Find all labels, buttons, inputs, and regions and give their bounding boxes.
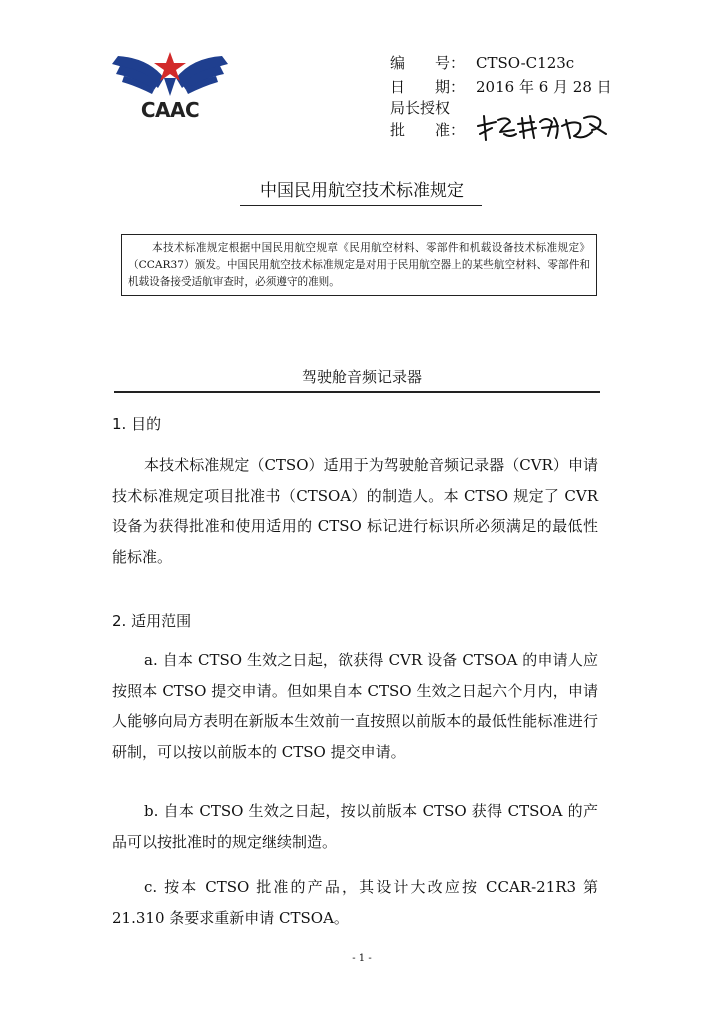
section-1-paragraph (112, 450, 598, 573)
title-underline (240, 205, 482, 206)
document-number-value: CTSO-C123c (476, 54, 575, 72)
handwritten-signature (474, 112, 610, 142)
subtitle-underline (114, 391, 600, 393)
document-date-label: 日 期： (390, 78, 466, 96)
authorized-row (390, 98, 450, 118)
section-2-text-c: c. 按本 CTSO 批准的产品，其设计大改应按 CCAR-21R3 第 21.310 条要求重新申请 CTSOA。 (112, 878, 598, 927)
document-date-row (390, 77, 612, 97)
section-2-paragraph-a (112, 645, 598, 768)
wings-star-emblem-icon (108, 48, 232, 100)
caac-logo (108, 48, 232, 128)
notice-box: 本技术标准规定根据中国民用航空规章《民用航空材料、零部件和机载设备技术标准规定》（CCAR37）颁发。中国民用航空技术标准规定是对用于民用航空器上的某些航空材料、零部件和机载设备接受适航审查时，必须遵守的准则。 (121, 234, 597, 296)
document-date-value: 2016 年 6 月 28 日 (476, 78, 612, 96)
document-number-label: 编 号： (390, 54, 466, 72)
section-1-text: 本技术标准规定（CTSO）适用于为驾驶舱音频记录器（CVR）申请技术标准规定项目批准书（CTSOA）的制造人。本 CTSO 规定了 CVR 设备为获得批准和使用适用的 CTSO 标记进行标识所必须满足的最低性能标准。 (112, 456, 598, 567)
section-2-paragraph-c (112, 872, 598, 933)
section-2-text-b: b. 自本 CTSO 生效之日起，按以前版本 CTSO 获得 CTSOA 的产品可以按批准时的规定继续制造。 (112, 802, 598, 851)
document-number-row (390, 53, 574, 73)
section-2-heading: 2. 适用范围 (112, 612, 192, 630)
section-2-paragraph-b (112, 796, 598, 857)
section-1-heading: 1. 目的 (112, 415, 162, 433)
main-title: 中国民用航空技术标准规定 (260, 181, 464, 201)
authorized-label: 局长授权 (390, 99, 451, 117)
logo-text: CAAC (140, 98, 200, 122)
subtitle: 驾驶舱音频记录器 (301, 368, 422, 386)
section-2-text-a: a. 自本 CTSO 生效之日起，欲获得 CVR 设备 CTSOA 的申请人应按照本 CTSO 提交申请。但如果自本 CTSO 生效之日起六个月内，申请人能够向局方表明在新版本生效前一直按照以前版本的最低性能标准进行研制，可以按以前版本的 CTSO 提交申请。 (112, 651, 598, 762)
approve-row (390, 120, 476, 140)
page-number: - 1 - (352, 953, 372, 964)
approve-label: 批 准： (390, 121, 466, 139)
